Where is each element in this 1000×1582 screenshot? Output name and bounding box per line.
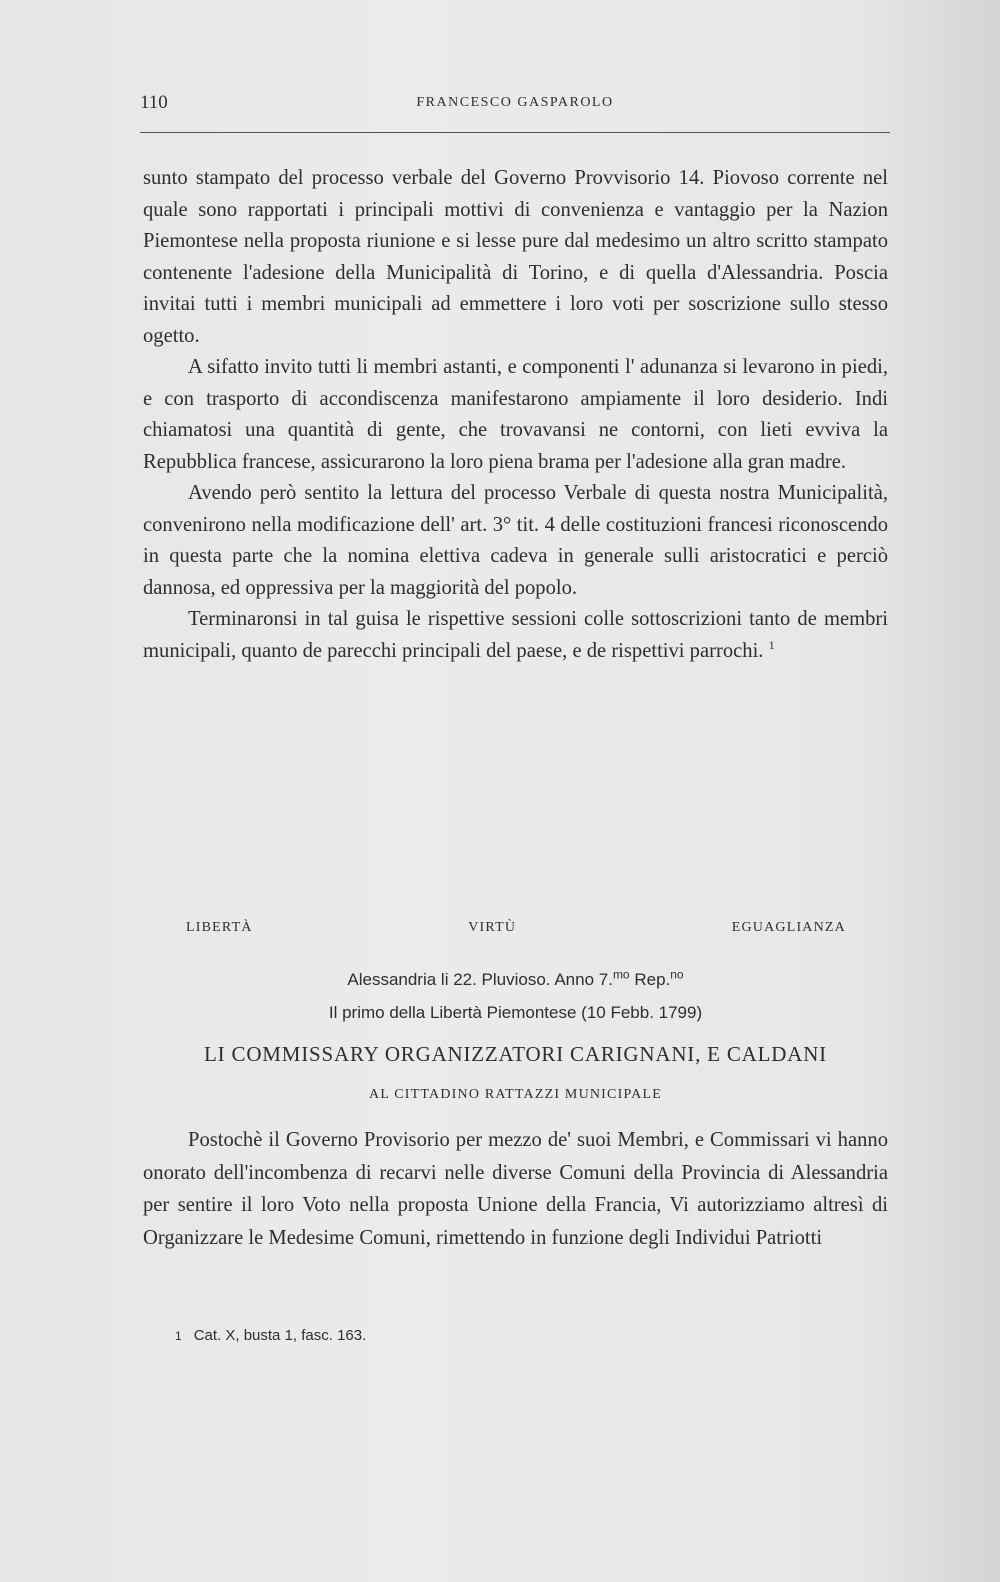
motto-liberta: LIBERTÀ	[186, 920, 253, 935]
footnote-mark: 1	[175, 1329, 182, 1343]
dateline-ordinal: mo	[612, 967, 630, 982]
dateline-rep: Rep.	[629, 970, 671, 989]
dateline-rep-ordinal: no	[670, 967, 684, 982]
paragraph-4-text: Terminaronsi in tal guisa le rispettive sessioni colle sottoscrizioni tanto de membri municipali, quanto de parecchi principali del paese, e de rispettivi parrochi.	[143, 608, 888, 662]
page-header	[140, 92, 890, 122]
body-text	[143, 163, 888, 667]
motto-eguaglianza: EGUAGLIANZA	[731, 920, 846, 935]
footnote-text: Cat. X, busta 1, fasc. 163.	[193, 1327, 367, 1344]
paragraph-3: Avendo però sentito la lettura del processo Verbale di questa nostra Municipalità, convenirono nella modificazione dell' art. 3° tit. 4 delle costituzioni francesi riconoscendo in questa parte che la nomina elettiva cadeva in generale sulli aristocratici e perciò dannosa, ed oppressiva per la maggiorità del popolo.	[143, 482, 888, 599]
page-number: 110	[140, 92, 168, 113]
subdate: Il primo della Libertà Piemontese (10 Febb. 1799)	[328, 1003, 703, 1022]
letter-paragraph: Postochè il Governo Provisorio per mezzo de' suoi Membri, e Commissari vi hanno onorato dell'incombenza di recarvi nelle diverse Comuni della Provincia di Alessandria per sentire il loro Voto nella proposta Unione della Francia, Vi autorizziamo altresì di Organizzare le Medesime Comuni, rimettendo in funzione degli Individui Patriotti	[143, 1129, 888, 1249]
footnote	[175, 1327, 366, 1344]
dateline	[143, 967, 888, 990]
paragraph-1: sunto stampato del processo verbale del Governo Provvisorio 14. Piovoso corrente nel quale sono rapportati i principali mottivi di convenienza e vantaggio per la Nazion Piemontese nella proposta riunione e si lesse pure dal medesimo un altro scritto stampato contenente l'adesione della Municipalità di Torino, e di quella d'Alessandria. Poscia invitai tutti i membri municipali ad emmettere i loro voti per soscrizione sullo stesso ogetto.	[143, 167, 888, 347]
header-rule	[140, 132, 890, 133]
running-head: FRANCESCO GASPAROLO	[416, 95, 614, 110]
paragraph-2: A sifatto invito tutti li membri astanti, e componenti l' adunanza si levarono in piedi, e con trasporto di accondiscenza manifestarono ampiamente il loro desiderio. Indi chiamatosi una quantità di gente, che trovavansi ne contorni, con lieti evviva la Repubblica francese, assicurarono la loro piena brama per l'adesione alla gran madre.	[143, 356, 888, 473]
document-addressee: AL CITTADINO RATTAZZI MUNICIPALE	[369, 1087, 662, 1102]
dateline-text: Alessandria li 22. Pluvioso. Anno 7.	[347, 970, 613, 989]
document-title: LI COMMISSARY ORGANIZZATORI CARIGNANI, E CALDANI	[204, 1042, 827, 1066]
footnote-reference: 1	[768, 637, 775, 652]
motto	[186, 920, 846, 936]
paragraph-4	[143, 604, 888, 667]
motto-virtu: VIRTÙ	[468, 920, 517, 935]
letter-body	[143, 1124, 888, 1254]
